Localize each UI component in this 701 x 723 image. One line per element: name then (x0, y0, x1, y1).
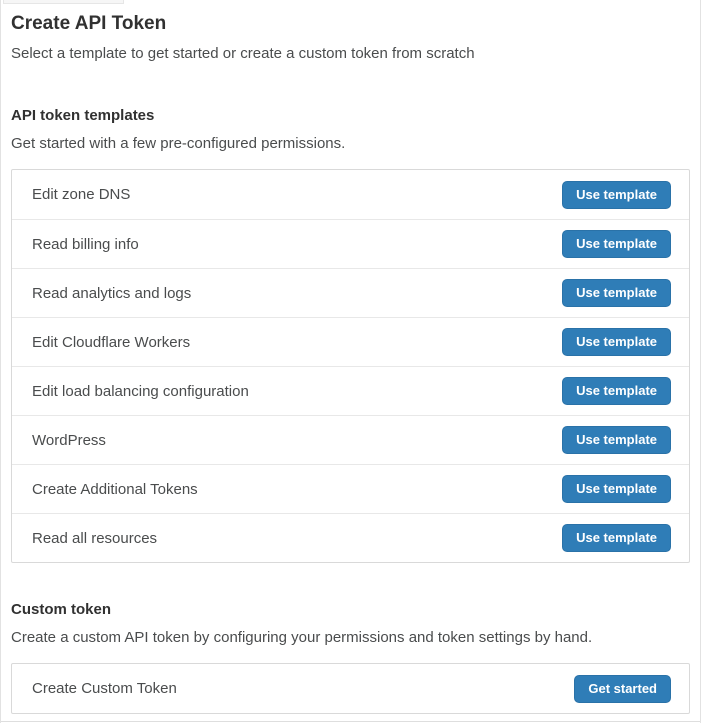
template-label: Read billing info (32, 235, 139, 253)
use-template-button[interactable]: Use template (562, 230, 671, 258)
use-template-button[interactable]: Use template (562, 181, 671, 209)
custom-token-section-description: Create a custom API token by configuring your permissions and token settings by hand. (11, 629, 593, 646)
use-template-button[interactable]: Use template (562, 279, 671, 307)
table-row-wordpress (12, 415, 689, 464)
template-label: Edit load balancing configuration (32, 382, 249, 400)
template-table (11, 169, 690, 563)
table-row-edit-zone-dns (12, 170, 689, 219)
table-row-create-custom-token (12, 664, 689, 713)
custom-token-card (11, 663, 690, 714)
table-row-read-billing-info (12, 219, 689, 268)
page-title: Create API Token (11, 13, 167, 34)
template-label: WordPress (32, 431, 106, 449)
use-template-button[interactable]: Use template (562, 328, 671, 356)
page-subtitle: Select a template to get started or create a custom token from scratch (11, 45, 475, 62)
use-template-button[interactable]: Use template (562, 377, 671, 405)
use-template-button[interactable]: Use template (562, 524, 671, 552)
template-label: Edit Cloudflare Workers (32, 333, 191, 351)
custom-token-label: Create Custom Token (32, 680, 177, 697)
templates-section-description: Get started with a few pre-configured permissions. (11, 135, 346, 152)
top-cutoff-artifact (3, 0, 124, 4)
template-label: Edit zone DNS (32, 186, 131, 203)
template-label: Create Additional Tokens (32, 480, 198, 498)
table-row-edit-cloudflare-workers (12, 317, 689, 366)
table-row-read-all-resources (12, 513, 689, 562)
page-content (1, 11, 700, 714)
custom-token-section-heading: Custom token (11, 601, 112, 618)
use-template-button[interactable]: Use template (562, 426, 671, 454)
table-row-edit-load-balancing-configuration (12, 366, 689, 415)
get-started-button[interactable]: Get started (574, 675, 671, 703)
use-template-button[interactable]: Use template (562, 475, 671, 503)
table-row-read-analytics-and-logs (12, 268, 689, 317)
template-label: Read analytics and logs (32, 284, 192, 302)
table-row-create-additional-tokens (12, 464, 689, 513)
bottom-divider (1, 721, 700, 722)
template-label: Read all resources (32, 529, 158, 547)
templates-section-heading: API token templates (11, 107, 155, 124)
